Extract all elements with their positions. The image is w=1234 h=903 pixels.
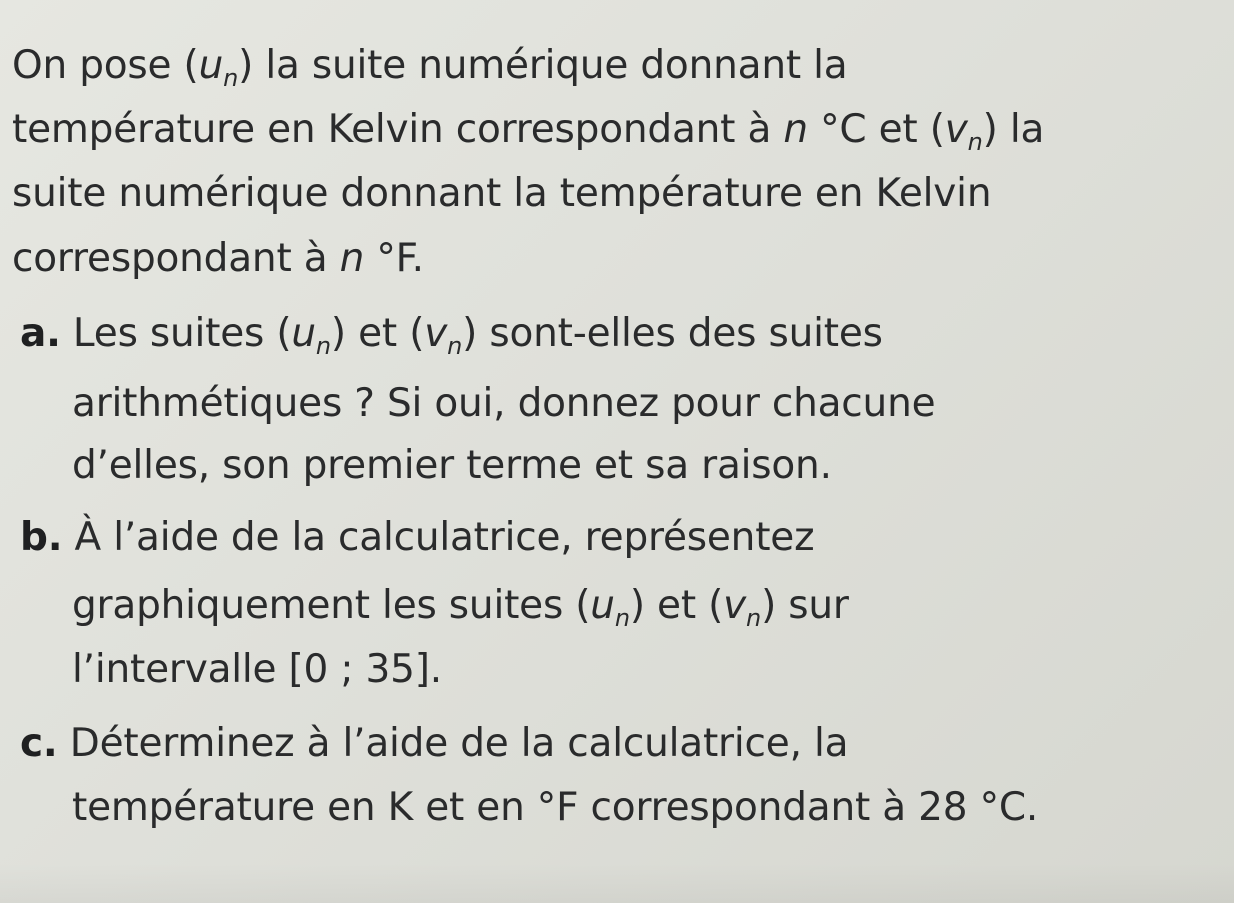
variable-n: n	[783, 107, 808, 152]
subscript-n: n	[967, 128, 983, 156]
question-text: température en K et en °F correspondant à 28 °C.	[72, 785, 1039, 830]
paper-shadow	[0, 863, 1234, 903]
question-b-marker: b.	[20, 515, 63, 560]
question-text: ) sont-elles des suites	[462, 311, 883, 356]
subscript-n: n	[447, 332, 463, 360]
intro-text: °F.	[364, 236, 424, 281]
intro-text: température en Kelvin correspondant à	[12, 107, 784, 152]
intro-line-4	[12, 233, 424, 285]
question-text: ) et (	[629, 583, 724, 628]
question-text: l’intervalle [0 ; 35].	[72, 647, 442, 692]
sequence-v-symbol: v	[424, 311, 448, 356]
question-a-marker: a.	[20, 311, 61, 356]
question-c-line-1	[20, 718, 848, 770]
variable-n: n	[339, 236, 365, 281]
question-a-line-2	[72, 378, 935, 430]
question-b-line-1	[20, 512, 814, 564]
question-b-line-3	[72, 644, 442, 696]
subscript-n: n	[315, 332, 331, 360]
question-text: graphiquement les suites (	[72, 583, 591, 628]
question-c-marker: c.	[20, 721, 58, 766]
intro-line-3	[12, 168, 991, 220]
sequence-u-symbol: u	[291, 311, 316, 356]
question-text: arithmétiques ? Si oui, donnez pour chacune	[72, 381, 936, 426]
sequence-u-symbol: u	[198, 43, 224, 88]
question-b-line-2	[72, 580, 849, 632]
question-text: d’elles, son premier terme et sa raison.	[72, 443, 832, 488]
intro-line-1	[12, 40, 847, 92]
intro-text: °C et (	[807, 107, 945, 152]
question-a-line-1	[20, 308, 883, 360]
sequence-v-symbol: v	[723, 583, 747, 628]
subscript-n: n	[746, 604, 762, 632]
question-text: ) et (	[330, 311, 425, 356]
question-text: ) sur	[761, 583, 849, 628]
intro-line-2	[12, 104, 1044, 156]
subscript-n: n	[614, 604, 630, 632]
question-text: Déterminez à l’aide de la calculatrice, la	[57, 721, 849, 766]
intro-text: suite numérique donnant la température en Kelvin	[12, 171, 992, 216]
intro-text: correspondant à	[12, 236, 340, 281]
question-text: Les suites (	[60, 311, 292, 356]
sequence-u-symbol: u	[590, 583, 615, 628]
question-a-line-3	[72, 440, 832, 492]
sequence-v-symbol: v	[944, 107, 968, 152]
question-c-line-2	[72, 782, 1038, 834]
question-text: À l’aide de la calculatrice, représentez	[62, 515, 815, 560]
intro-text: ) la	[982, 107, 1045, 152]
intro-text: On pose (	[12, 43, 199, 88]
intro-text: ) la suite numérique donnant la	[238, 43, 848, 88]
subscript-n: n	[223, 64, 239, 92]
